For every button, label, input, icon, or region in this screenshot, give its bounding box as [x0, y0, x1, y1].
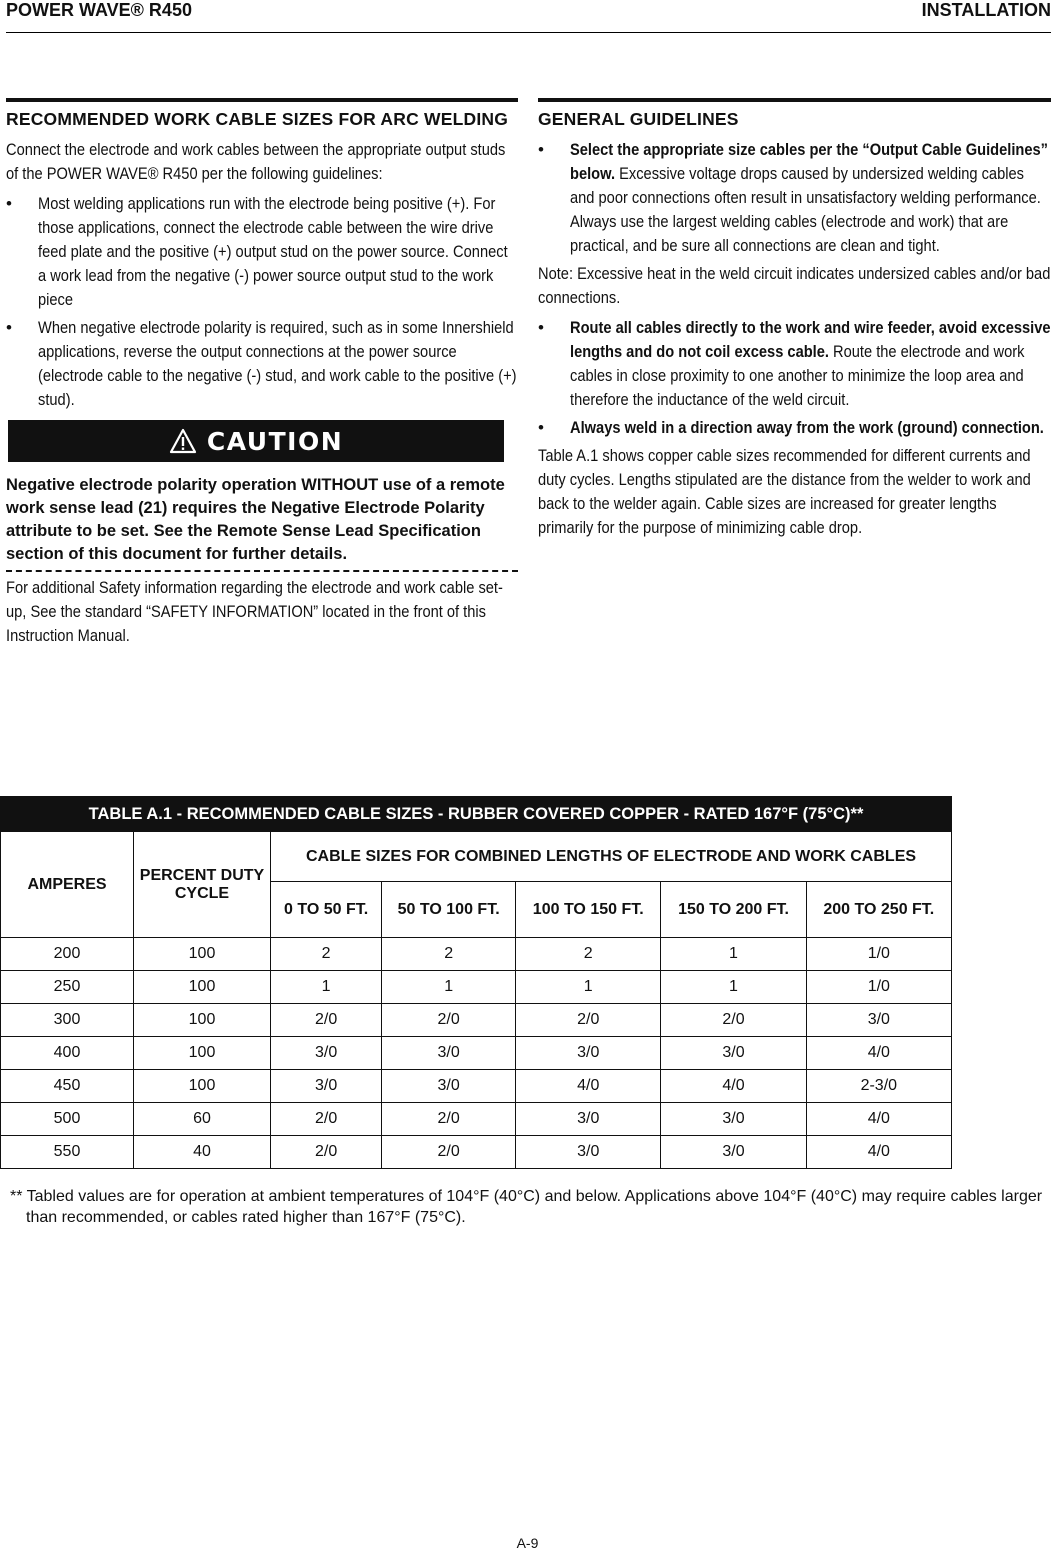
- table-cell: 40: [134, 1136, 271, 1169]
- col-header-length: 50 TO 100 FT.: [382, 882, 516, 938]
- col-header-length: 0 TO 50 FT.: [271, 882, 382, 938]
- page-number: A-9: [516, 1535, 539, 1551]
- bullet-bold-lead: Select the appropriate size cables per the “Output Cable Guidelines” below.: [570, 140, 1049, 183]
- table-cell: 3/0: [516, 1103, 661, 1136]
- table-cell: 4/0: [806, 1136, 951, 1169]
- table-cell: 400: [1, 1037, 134, 1070]
- table-cell: 1: [382, 971, 516, 1004]
- table-cell: 4/0: [661, 1070, 806, 1103]
- table-cell: 250: [1, 971, 134, 1004]
- col-header-length: 200 TO 250 FT.: [806, 882, 951, 938]
- table-cell: 100: [134, 971, 271, 1004]
- page-header: [6, 0, 1051, 33]
- section-rule: [6, 98, 518, 102]
- intro-paragraph: Connect the electrode and work cables between the appropriate output studs of the POWER WAVE® R450 per the following guidelines:: [6, 140, 506, 183]
- header-section: INSTALLATION: [921, 0, 1051, 20]
- bullet-positive-polarity: • Most welding applications run with the electrode being positive (+). For those applications, connect the electrode cable between the wire drive feed plate and the positive (+) output stud on the power source. Connect a work lead from the negative (-) power source output stud to the work piece: [6, 194, 508, 309]
- table-cell: 3/0: [382, 1070, 516, 1103]
- table-cell: 3/0: [271, 1070, 382, 1103]
- bullet-route-cables: • Route all cables directly to the work and wire feeder, avoid excessive lengths and do not coil excess cable. Route the electrode and work cables in close proximity to one another to minimize the loop area and therefore the inductance of the weld circuit.: [538, 318, 1051, 409]
- bullet-bold-lead: Route all cables directly to the work and wire feeder, avoid excessive lengths and do not coil excess cable.: [570, 318, 1051, 361]
- table-cell: 550: [1, 1136, 134, 1169]
- table-cell: 2/0: [271, 1103, 382, 1136]
- table-cell: 2/0: [516, 1004, 661, 1037]
- bullet-dot: •: [538, 418, 544, 437]
- warning-triangle-icon: [169, 428, 197, 454]
- table-cell: 3/0: [271, 1037, 382, 1070]
- col-header-cable-sizes: CABLE SIZES FOR COMBINED LENGTHS OF ELECTRODE AND WORK CABLES: [271, 832, 952, 882]
- table-cell: 4/0: [806, 1103, 951, 1136]
- table-cell: 1/0: [806, 971, 951, 1004]
- table-cell: 2/0: [271, 1004, 382, 1037]
- table-cell: 60: [134, 1103, 271, 1136]
- bullet-dot: •: [538, 318, 544, 337]
- work-cable-heading: RECOMMENDED WORK CABLE SIZES FOR ARC WELDING: [6, 109, 509, 129]
- section-rule: [538, 98, 1051, 102]
- table-cell: 200: [1, 938, 134, 971]
- table-cell: 1: [661, 938, 806, 971]
- col-header-length: 150 TO 200 FT.: [661, 882, 806, 938]
- bullet-dot: •: [6, 194, 12, 213]
- cable-size-table: [0, 796, 952, 1169]
- table-cell: 3/0: [806, 1004, 951, 1037]
- table-cell: 2/0: [382, 1103, 516, 1136]
- table-cell: 2-3/0: [806, 1070, 951, 1103]
- table-row: [1, 971, 952, 1004]
- table-cell: 2: [271, 938, 382, 971]
- table-row: [1, 1004, 952, 1037]
- bullet-weld-direction: [538, 416, 1051, 440]
- table-cell: 2/0: [382, 1136, 516, 1169]
- table-row: [1, 1037, 952, 1070]
- table-cell: 100: [134, 1037, 271, 1070]
- caution-text: Negative electrode polarity operation WITHOUT use of a remote work sense lead (21) requires the Negative Electrode Polarity attribute to be set. See the Remote Sense Lead Specification section of this document for further details.: [6, 476, 505, 563]
- table-cell: 1: [271, 971, 382, 1004]
- bullet-negative-polarity: • When negative electrode polarity is required, such as in some Innershield applications, reverse the output connections at the power source (electrode cable to the negative (-) stud, and work cable to the positive (+) stud).: [6, 318, 517, 409]
- bullet-bold-lead: Always weld in a direction away from the work (ground) connection.: [570, 418, 1044, 437]
- col-header-duty-cycle: PERCENT DUTY CYCLE: [134, 832, 271, 938]
- bullet-dot: •: [6, 318, 12, 337]
- guidelines-heading: GENERAL GUIDELINES: [538, 109, 739, 129]
- caution-banner: [8, 420, 504, 462]
- table-row: [1, 938, 952, 971]
- table-cell: 100: [134, 938, 271, 971]
- table-cell: 3/0: [661, 1037, 806, 1070]
- left-column: [6, 98, 518, 654]
- table-cell: 2: [516, 938, 661, 971]
- dashed-divider: [6, 570, 518, 572]
- note-paragraph: Note: Excessive heat in the weld circuit indicates undersized cables and/or bad connections.: [538, 264, 1051, 307]
- caution-label: CAUTION: [206, 426, 344, 456]
- table-row: [1, 1136, 952, 1169]
- table-cell: 2/0: [382, 1004, 516, 1037]
- table-row: [1, 1070, 952, 1103]
- safety-paragraph: For additional Safety information regarding the electrode and work cable set-up, See the standard “SAFETY INFORMATION” located in the front of this Instruction Manual.: [6, 578, 503, 645]
- table-cell: 500: [1, 1103, 134, 1136]
- table-cell: 1: [516, 971, 661, 1004]
- header-title: POWER WAVE® R450: [6, 0, 192, 20]
- table-row: [1, 1103, 952, 1136]
- right-column: [538, 98, 1051, 546]
- table-title: TABLE A.1 - RECOMMENDED CABLE SIZES - RUBBER COVERED COPPER - RATED 167°F (75°C)**: [1, 797, 952, 832]
- table-cell: 3/0: [661, 1103, 806, 1136]
- bullet-dot: •: [538, 140, 544, 159]
- table-cell: 4/0: [806, 1037, 951, 1070]
- table-cell: 2/0: [661, 1004, 806, 1037]
- table-cell: 300: [1, 1004, 134, 1037]
- table-cell: 3/0: [661, 1136, 806, 1169]
- table-cell: 100: [134, 1004, 271, 1037]
- table-cell: 100: [134, 1070, 271, 1103]
- col-header-length: 100 TO 150 FT.: [516, 882, 661, 938]
- table-cell: 3/0: [382, 1037, 516, 1070]
- cable-size-table-wrapper: [0, 796, 952, 1169]
- table-cell: 3/0: [516, 1037, 661, 1070]
- table-cell: 3/0: [516, 1136, 661, 1169]
- bullet-select-cables: • Select the appropriate size cables per the “Output Cable Guidelines” below. Excessive voltage drops caused by undersized welding cables and poor connections often result in unsatisfactory welding performance. Always use the largest welding cables (electrode and work) that are practical, and be sure all connections are clean and tight.: [538, 140, 1049, 255]
- table-body: [1, 938, 952, 1169]
- table-cell: 450: [1, 1070, 134, 1103]
- table-cell: 1: [661, 971, 806, 1004]
- table-cell: 4/0: [516, 1070, 661, 1103]
- col-header-amperes: AMPERES: [1, 832, 134, 938]
- table-cell: 2: [382, 938, 516, 971]
- table-cell: 2/0: [271, 1136, 382, 1169]
- table-footnote: ** Tabled values are for operation at ambient temperatures of 104°F (40°C) and below. Applications above 104°F (40°C) may require cables larger than recommended, or cables rated higher than 167°F (75°C).: [10, 1188, 1043, 1226]
- table-intro-paragraph: Table A.1 shows copper cable sizes recommended for different currents and duty cycles. Lengths stipulated are the distance from the welder to work and back to the welder again. Cable sizes are increased for greater lengths primarily for the purpose of minimizing cable drop.: [538, 446, 1031, 537]
- table-cell: 1/0: [806, 938, 951, 971]
